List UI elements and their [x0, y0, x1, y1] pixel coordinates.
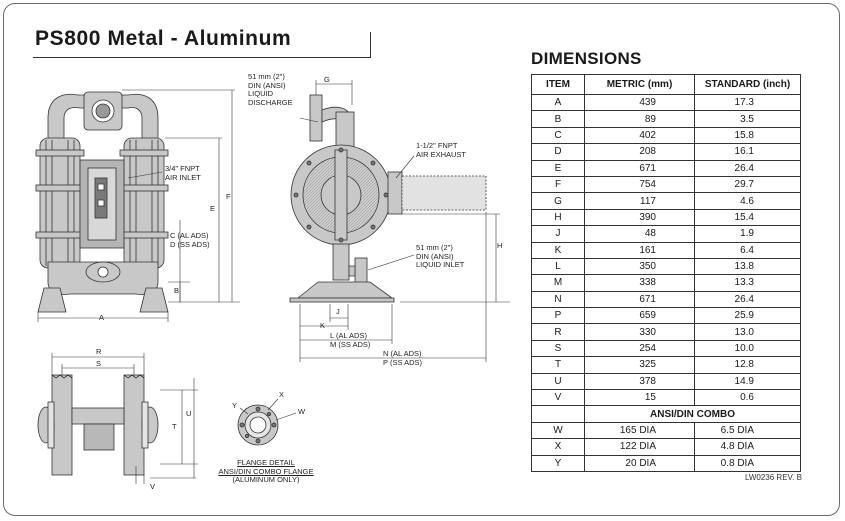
label-flange-x: X: [279, 390, 285, 399]
label-dim-lm: L (AL ADS) M (SS ADS): [330, 331, 371, 349]
cell-metric: 402: [585, 127, 695, 143]
cell-standard: 13.0: [695, 324, 801, 340]
cell-metric: 20 DIA: [585, 455, 695, 471]
cell-metric: 378: [585, 373, 695, 389]
cell-item: A: [532, 95, 585, 111]
cell-standard: 15.8: [695, 127, 801, 143]
label-flange-w: W: [298, 407, 306, 416]
label-flange-y: Y: [232, 401, 238, 410]
cell-item: K: [532, 242, 585, 258]
flange-caption: FLANGE DETAIL ANSI/DIN COMBO FLANGE (ALUMINUM ONLY): [218, 458, 314, 484]
label-dim-t: T: [172, 422, 177, 431]
cell-item: B: [532, 111, 585, 127]
cell-item: J: [532, 226, 585, 242]
label-dim-np: N (AL ADS) P (SS ADS): [383, 349, 423, 367]
label-air-exhaust: 1-1/2" FNPT AIR EXHAUST: [416, 141, 467, 159]
label-dim-r: R: [96, 347, 102, 356]
col-header-metric: METRIC (mm): [585, 75, 695, 95]
cell-item: H: [532, 209, 585, 225]
col-header-item: ITEM: [532, 75, 585, 95]
label-dim-j: J: [336, 307, 340, 316]
cell-metric: 117: [585, 193, 695, 209]
label-liquid-inlet: 51 mm (2") DIN (ANSI) LIQUID INLET: [416, 243, 465, 269]
label-dim-u: U: [186, 409, 192, 418]
cell-metric: 330: [585, 324, 695, 340]
col-header-standard: STANDARD (inch): [695, 75, 801, 95]
cell-item: E: [532, 160, 585, 176]
label-dim-a: A: [99, 313, 105, 322]
cell-item: F: [532, 176, 585, 192]
section-label: ANSI/DIN COMBO: [585, 406, 801, 422]
cell-item: T: [532, 357, 585, 373]
cell-standard: 0.6: [695, 390, 801, 406]
cell-standard: 26.4: [695, 160, 801, 176]
cell-metric: 208: [585, 144, 695, 160]
cell-standard: 1.9: [695, 226, 801, 242]
label-dim-e: E: [210, 204, 216, 213]
cell-metric: 659: [585, 308, 695, 324]
cell-standard: 6.4: [695, 242, 801, 258]
cell-standard: 0.8 DIA: [695, 455, 801, 471]
cell-item: X: [532, 439, 585, 455]
cell-item: P: [532, 308, 585, 324]
cell-standard: 4.8 DIA: [695, 439, 801, 455]
cell-metric: 15: [585, 390, 695, 406]
cell-item: S: [532, 340, 585, 356]
cell-item: U: [532, 373, 585, 389]
page-title: PS800 Metal - Aluminum: [35, 27, 292, 50]
cell-metric: 671: [585, 160, 695, 176]
cell-item: L: [532, 258, 585, 274]
cell-metric: 165 DIA: [585, 422, 695, 438]
cell-standard: 29.7: [695, 176, 801, 192]
label-air-inlet: 3/4" FNPT AIR INLET: [165, 164, 201, 182]
label-dim-f: F: [226, 192, 231, 201]
cell-metric: 390: [585, 209, 695, 225]
dimensions-heading: DIMENSIONS: [531, 49, 642, 68]
label-dim-k: K: [320, 321, 326, 330]
cell-standard: 25.9: [695, 308, 801, 324]
cell-standard: 17.3: [695, 95, 801, 111]
label-liquid-discharge: 51 mm (2") DIN (ANSI) LIQUID DISCHARGE: [248, 72, 293, 107]
cell-standard: 12.8: [695, 357, 801, 373]
label-dim-cd: C (AL ADS) D (SS ADS): [170, 231, 210, 249]
cell-standard: 14.9: [695, 373, 801, 389]
cell-item: N: [532, 291, 585, 307]
label-dim-s: S: [96, 359, 102, 368]
cell-standard: 4.6: [695, 193, 801, 209]
front-view-drawing: [36, 92, 168, 312]
top-view-drawing: [38, 375, 158, 475]
cell-metric: 439: [585, 95, 695, 111]
cell-standard: 13.3: [695, 275, 801, 291]
cell-standard: 3.5: [695, 111, 801, 127]
cell-standard: 15.4: [695, 209, 801, 225]
cell-standard: 10.0: [695, 340, 801, 356]
revision-code: LW0236 REV. B: [745, 473, 802, 482]
side-view-drawing: [290, 95, 486, 302]
cell-standard: 16.1: [695, 144, 801, 160]
cell-item: M: [532, 275, 585, 291]
cell-item: R: [532, 324, 585, 340]
cell-item: V: [532, 390, 585, 406]
label-dim-v: V: [150, 482, 156, 491]
cell-metric: 754: [585, 176, 695, 192]
cell-item: W: [532, 422, 585, 438]
cell-item: G: [532, 193, 585, 209]
cell-metric: 89: [585, 111, 695, 127]
cell-metric: 350: [585, 258, 695, 274]
cell-item: Y: [532, 455, 585, 471]
cell-metric: 122 DIA: [585, 439, 695, 455]
cell-standard: 26.4: [695, 291, 801, 307]
label-dim-g: G: [324, 75, 330, 84]
cell-metric: 161: [585, 242, 695, 258]
cell-metric: 48: [585, 226, 695, 242]
cell-metric: 325: [585, 357, 695, 373]
cell-item: C: [532, 127, 585, 143]
cell-item: D: [532, 144, 585, 160]
cell-metric: 338: [585, 275, 695, 291]
label-dim-b: B: [174, 286, 180, 295]
cell-standard: 13.8: [695, 258, 801, 274]
cell-metric: 254: [585, 340, 695, 356]
label-dim-h: H: [497, 241, 503, 250]
cell-standard: 6.5 DIA: [695, 422, 801, 438]
cell-metric: 671: [585, 291, 695, 307]
